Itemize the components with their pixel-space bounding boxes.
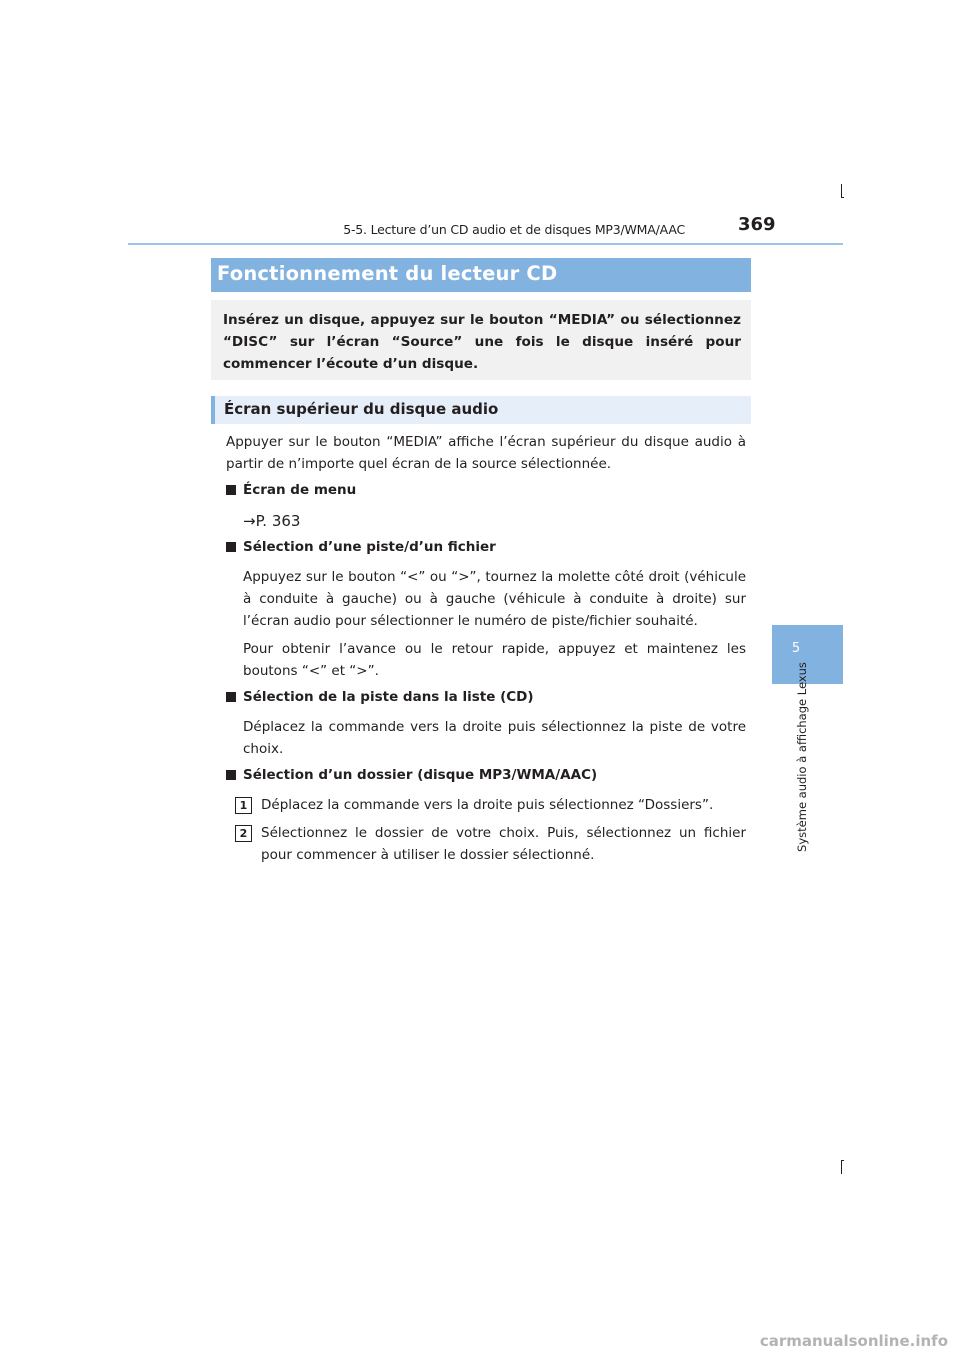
intro-box: Insérez un disque, appuyez sur le bouton “MEDIA” ou sélectionnez “DISC” sur l’écran “Source” une fois le disque inséré pour commencer l’écoute d’un disque.	[211, 300, 751, 380]
chapter-title: Système audio à affichage Lexus	[795, 662, 809, 852]
crop-mark-top	[841, 184, 842, 198]
folder-step-1-text: Déplacez la commande vers la droite puis sélectionnez “Dossiers”.	[261, 797, 714, 813]
item-heading-menu-screen: Écran de menu	[226, 482, 356, 498]
watermark: carmanualsonline.info	[759, 1332, 948, 1350]
chapter-number: 5	[791, 641, 801, 656]
folder-step-2-text: Sélectionnez le dossier de votre choix. Puis, sélectionnez un fichier pour commencer à utiliser le dossier sélectionné.	[261, 825, 746, 863]
header-divider	[128, 243, 843, 245]
page-reference-link[interactable]: →P. 363	[243, 512, 301, 530]
running-header: 5-5. Lecture d’un CD audio et de disques MP3/WMA/AAC	[343, 222, 685, 237]
bullet-square-icon	[226, 692, 236, 702]
item-heading-track-selection: Sélection d’une piste/d’un fichier	[226, 539, 496, 555]
subsection-text: Appuyer sur le bouton “MEDIA” affiche l’écran supérieur du disque audio à partir de n’importe quel écran de la source sélectionnée.	[226, 434, 746, 472]
step-number-2: 2	[235, 825, 252, 842]
track-selection-paragraph-2: Pour obtenir l’avance ou le retour rapide, appuyez et maintenez les boutons “<” et “>”.	[243, 641, 746, 679]
bullet-square-icon	[226, 485, 236, 495]
item-heading-folder-selection: Sélection d’un dossier (disque MP3/WMA/AAC)	[226, 767, 597, 783]
crop-mark-bottom-foot	[841, 1160, 844, 1161]
step-number-1: 1	[235, 797, 252, 814]
crop-mark-bottom	[841, 1160, 842, 1174]
track-list-paragraph: Déplacez la commande vers la droite puis sélectionnez la piste de votre choix.	[243, 719, 746, 757]
subsection-heading: Écran supérieur du disque audio	[211, 396, 751, 424]
item-heading-track-list: Sélection de la piste dans la liste (CD)	[226, 689, 534, 705]
page-number: 369	[738, 214, 776, 235]
bullet-square-icon	[226, 770, 236, 780]
crop-mark-top-foot	[841, 197, 844, 198]
section-title: Fonctionnement du lecteur CD	[211, 258, 751, 292]
track-selection-paragraph-1: Appuyez sur le bouton “<” ou “>”, tournez la molette côté droit (véhicule à conduite à gauche) ou à gauche (véhicule à conduite à droite) sur l’écran audio pour sélectionner le numéro de piste/fichier souhaité.	[243, 569, 746, 629]
bullet-square-icon	[226, 542, 236, 552]
